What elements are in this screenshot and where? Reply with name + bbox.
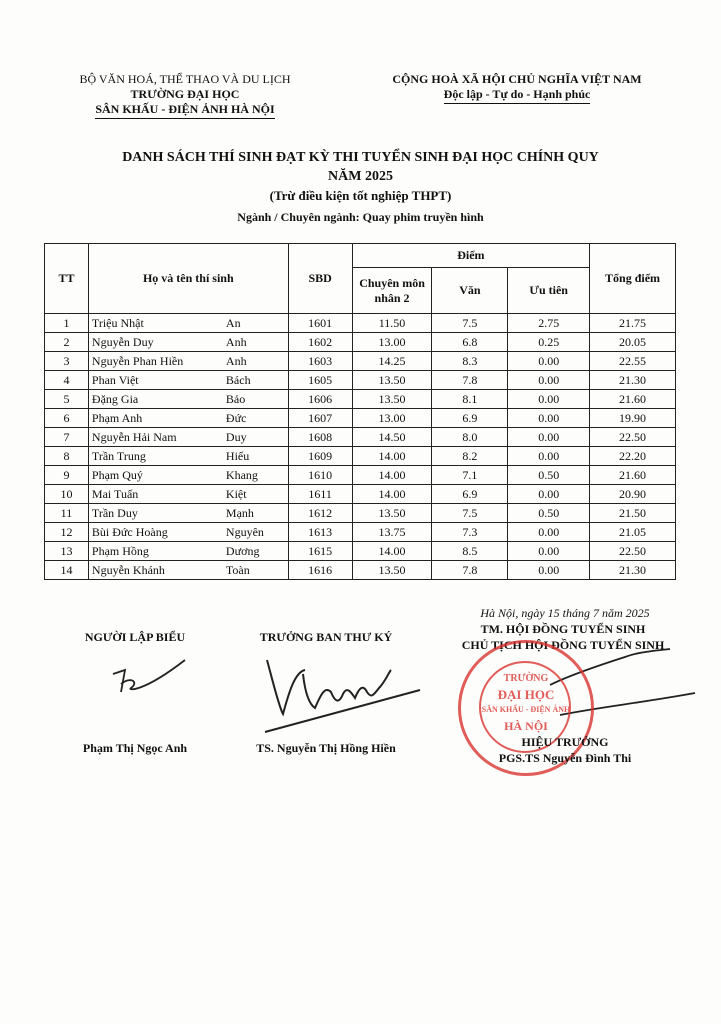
- cell-van: 7.1: [432, 466, 508, 485]
- cell-priority: 0.50: [508, 504, 590, 523]
- document-year: NĂM 2025: [328, 169, 393, 184]
- table-row: [45, 504, 676, 523]
- col-tt: TT: [45, 244, 89, 314]
- cell-total: 20.90: [590, 485, 676, 504]
- col-name: Họ và tên thí sinh: [88, 244, 288, 314]
- cell-priority: 2.75: [508, 314, 590, 333]
- council-title: TM. HỘI ĐỒNG TUYỂN SINH: [480, 622, 646, 636]
- candidate-last-name: Đặng Gia: [91, 391, 139, 406]
- cell-tt: 5: [45, 390, 89, 409]
- candidate-first-name: Đức: [225, 410, 247, 425]
- cell-name: [88, 352, 288, 371]
- candidate-last-name: Phạm Hồng: [91, 543, 149, 558]
- stamp-top-text: TRƯỜNG: [503, 673, 549, 684]
- cell-major2: 14.50: [352, 428, 432, 447]
- candidate-first-name: Anh: [225, 334, 247, 349]
- results-body: [45, 314, 676, 580]
- cell-priority: 0.00: [508, 390, 590, 409]
- candidate-first-name: An: [225, 315, 241, 330]
- major-name: Ngành / Chuyên ngành: Quay phim truyền hình: [237, 210, 484, 224]
- preparer-name: Phạm Thị Ngọc Anh: [82, 741, 188, 755]
- cell-sbd: 1603: [288, 352, 352, 371]
- cell-total: 21.50: [590, 504, 676, 523]
- cell-van: 6.9: [432, 485, 508, 504]
- cell-priority: 0.25: [508, 333, 590, 352]
- cell-major2: 14.00: [352, 466, 432, 485]
- candidate-last-name: Bùi Đức Hoàng: [91, 524, 168, 539]
- stamp-bottom-text: HÀ NỘI: [504, 719, 548, 733]
- cell-sbd: 1613: [288, 523, 352, 542]
- cell-van: 7.5: [432, 314, 508, 333]
- cell-van: 7.3: [432, 523, 508, 542]
- cell-major2: 14.25: [352, 352, 432, 371]
- cell-total: 21.60: [590, 466, 676, 485]
- cell-name: [88, 333, 288, 352]
- school-name-line1: TRƯỜNG ĐẠI HỌC: [130, 87, 240, 101]
- cell-name: [88, 314, 288, 333]
- cell-van: 8.3: [432, 352, 508, 371]
- national-motto: Độc lập - Tự do - Hạnh phúc: [444, 87, 591, 104]
- cell-priority: 0.00: [508, 428, 590, 447]
- cell-van: 7.8: [432, 561, 508, 580]
- candidate-last-name: Mai Tuấn: [91, 486, 139, 501]
- cell-priority: 0.00: [508, 561, 590, 580]
- cell-van: 7.5: [432, 504, 508, 523]
- candidate-last-name: Triệu Nhật: [91, 315, 144, 330]
- table-row: [45, 485, 676, 504]
- cell-total: 21.60: [590, 390, 676, 409]
- cell-sbd: 1606: [288, 390, 352, 409]
- cell-van: 8.0: [432, 428, 508, 447]
- col-sbd: SBD: [288, 244, 352, 314]
- cell-sbd: 1610: [288, 466, 352, 485]
- table-row: [45, 352, 676, 371]
- cell-name: [88, 447, 288, 466]
- cell-tt: 2: [45, 333, 89, 352]
- cell-van: 6.9: [432, 409, 508, 428]
- republic-name: CỘNG HOÀ XÃ HỘI CHỦ NGHĨA VIỆT NAM: [392, 72, 642, 86]
- cell-total: 22.50: [590, 428, 676, 447]
- table-row: [45, 466, 676, 485]
- candidate-first-name: Nguyên: [225, 524, 264, 539]
- table-row: [45, 428, 676, 447]
- cell-van: 8.1: [432, 390, 508, 409]
- cell-sbd: 1601: [288, 314, 352, 333]
- cell-name: [88, 409, 288, 428]
- table-row: [45, 390, 676, 409]
- col-priority: Ưu tiên: [508, 268, 590, 314]
- table-row: [45, 409, 676, 428]
- cell-priority: 0.00: [508, 409, 590, 428]
- cell-name: [88, 523, 288, 542]
- cell-sbd: 1608: [288, 428, 352, 447]
- cell-total: 21.75: [590, 314, 676, 333]
- candidate-first-name: Anh: [225, 353, 247, 368]
- col-van: Văn: [432, 268, 508, 314]
- cell-priority: 0.50: [508, 466, 590, 485]
- cell-total: 19.90: [590, 409, 676, 428]
- cell-tt: 9: [45, 466, 89, 485]
- candidate-first-name: Hiếu: [225, 448, 250, 463]
- cell-van: 6.8: [432, 333, 508, 352]
- cell-sbd: 1607: [288, 409, 352, 428]
- document-condition: (Trừ điều kiện tốt nghiệp THPT): [269, 188, 452, 203]
- cell-major2: 13.50: [352, 371, 432, 390]
- results-table: [44, 243, 676, 580]
- cell-van: 8.2: [432, 447, 508, 466]
- cell-sbd: 1616: [288, 561, 352, 580]
- cell-name: [88, 428, 288, 447]
- cell-van: 8.5: [432, 542, 508, 561]
- cell-tt: 8: [45, 447, 89, 466]
- col-score-group: Điểm: [352, 244, 590, 268]
- cell-name: [88, 371, 288, 390]
- table-row: [45, 333, 676, 352]
- cell-major2: 14.00: [352, 542, 432, 561]
- cell-sbd: 1612: [288, 504, 352, 523]
- cell-tt: 4: [45, 371, 89, 390]
- cell-sbd: 1605: [288, 371, 352, 390]
- preparer-title: NGƯỜI LẬP BIỂU: [84, 630, 186, 644]
- cell-sbd: 1609: [288, 447, 352, 466]
- preparer-signature: [95, 652, 195, 702]
- table-row: [45, 371, 676, 390]
- cell-priority: 0.00: [508, 352, 590, 371]
- cell-sbd: 1602: [288, 333, 352, 352]
- ministry-name: BỘ VĂN HOÁ, THỂ THAO VÀ DU LỊCH: [79, 72, 291, 86]
- cell-sbd: 1611: [288, 485, 352, 504]
- document-title: DANH SÁCH THÍ SINH ĐẠT KỲ THI TUYỂN SINH ĐẠI HỌC CHÍNH QUY: [122, 150, 599, 165]
- candidate-first-name: Mạnh: [225, 505, 254, 520]
- candidate-first-name: Dương: [225, 543, 260, 558]
- cell-total: 21.05: [590, 523, 676, 542]
- cell-major2: 14.00: [352, 447, 432, 466]
- cell-major2: 13.00: [352, 333, 432, 352]
- secretary-title: TRƯỞNG BAN THƯ KÝ: [259, 630, 393, 644]
- candidate-last-name: Nguyễn Khánh: [91, 562, 165, 577]
- col-major2: Chuyên môn nhân 2: [352, 268, 432, 314]
- cell-sbd: 1615: [288, 542, 352, 561]
- candidate-first-name: Bảo: [225, 391, 246, 406]
- secretary-name: TS. Nguyễn Thị Hồng Hiền: [256, 741, 396, 755]
- table-row: [45, 561, 676, 580]
- cell-priority: 0.00: [508, 542, 590, 561]
- cell-tt: 3: [45, 352, 89, 371]
- cell-tt: 1: [45, 314, 89, 333]
- candidate-first-name: Bách: [225, 372, 251, 387]
- cell-name: [88, 466, 288, 485]
- cell-major2: 13.00: [352, 409, 432, 428]
- cell-priority: 0.00: [508, 371, 590, 390]
- cell-priority: 0.00: [508, 447, 590, 466]
- cell-van: 7.8: [432, 371, 508, 390]
- sign-date: Hà Nội, ngày 15 tháng 7 năm 2025: [480, 606, 650, 620]
- table-row: [45, 447, 676, 466]
- candidate-last-name: Nguyễn Phan Hiền: [91, 353, 184, 368]
- council-chair-title: CHỦ TỊCH HỘI ĐỒNG TUYỂN SINH: [461, 638, 665, 652]
- cell-priority: 0.00: [508, 523, 590, 542]
- cell-total: 22.50: [590, 542, 676, 561]
- candidate-first-name: Kiệt: [225, 486, 247, 501]
- rector-title: HIỆU TRƯỞNG: [521, 735, 609, 749]
- cell-major2: 13.50: [352, 504, 432, 523]
- candidate-last-name: Nguyễn Hải Nam: [91, 429, 177, 444]
- table-row: [45, 542, 676, 561]
- cell-major2: 14.00: [352, 485, 432, 504]
- cell-tt: 6: [45, 409, 89, 428]
- secretary-signature: [255, 652, 425, 737]
- ministry-header: [60, 72, 310, 119]
- school-name-line2: SÂN KHẤU - ĐIỆN ẢNH HÀ NỘI: [95, 102, 274, 119]
- cell-name: [88, 561, 288, 580]
- cell-name: [88, 485, 288, 504]
- cell-major2: 11.50: [352, 314, 432, 333]
- cell-name: [88, 390, 288, 409]
- cell-major2: 13.50: [352, 390, 432, 409]
- candidate-first-name: Khang: [225, 467, 258, 482]
- col-total: Tổng điểm: [590, 244, 676, 314]
- cell-total: 21.30: [590, 371, 676, 390]
- stamp-mid-text: ĐẠI HỌC: [497, 687, 555, 702]
- cell-tt: 14: [45, 561, 89, 580]
- candidate-first-name: Toàn: [225, 562, 250, 577]
- cell-total: 22.55: [590, 352, 676, 371]
- cell-tt: 13: [45, 542, 89, 561]
- candidate-last-name: Trần Trung: [91, 448, 146, 463]
- cell-major2: 13.75: [352, 523, 432, 542]
- cell-tt: 12: [45, 523, 89, 542]
- republic-header: [372, 72, 662, 104]
- cell-name: [88, 504, 288, 523]
- cell-tt: 7: [45, 428, 89, 447]
- candidate-last-name: Phạm Anh: [91, 410, 143, 425]
- cell-total: 20.05: [590, 333, 676, 352]
- cell-tt: 10: [45, 485, 89, 504]
- table-row: [45, 523, 676, 542]
- candidate-first-name: Duy: [225, 429, 247, 444]
- candidate-last-name: Trần Duy: [91, 505, 138, 520]
- cell-name: [88, 542, 288, 561]
- rector-name: PGS.TS Nguyễn Đình Thi: [498, 751, 632, 765]
- cell-tt: 11: [45, 504, 89, 523]
- stamp-sub-text: SÂN KHẤU - ĐIỆN ẢNH: [481, 705, 571, 714]
- cell-major2: 13.50: [352, 561, 432, 580]
- candidate-last-name: Phạm Quý: [91, 467, 143, 482]
- table-row: [45, 314, 676, 333]
- cell-total: 22.20: [590, 447, 676, 466]
- cell-priority: 0.00: [508, 485, 590, 504]
- cell-total: 21.30: [590, 561, 676, 580]
- candidate-last-name: Nguyễn Duy: [91, 334, 154, 349]
- candidate-last-name: Phan Việt: [91, 372, 139, 387]
